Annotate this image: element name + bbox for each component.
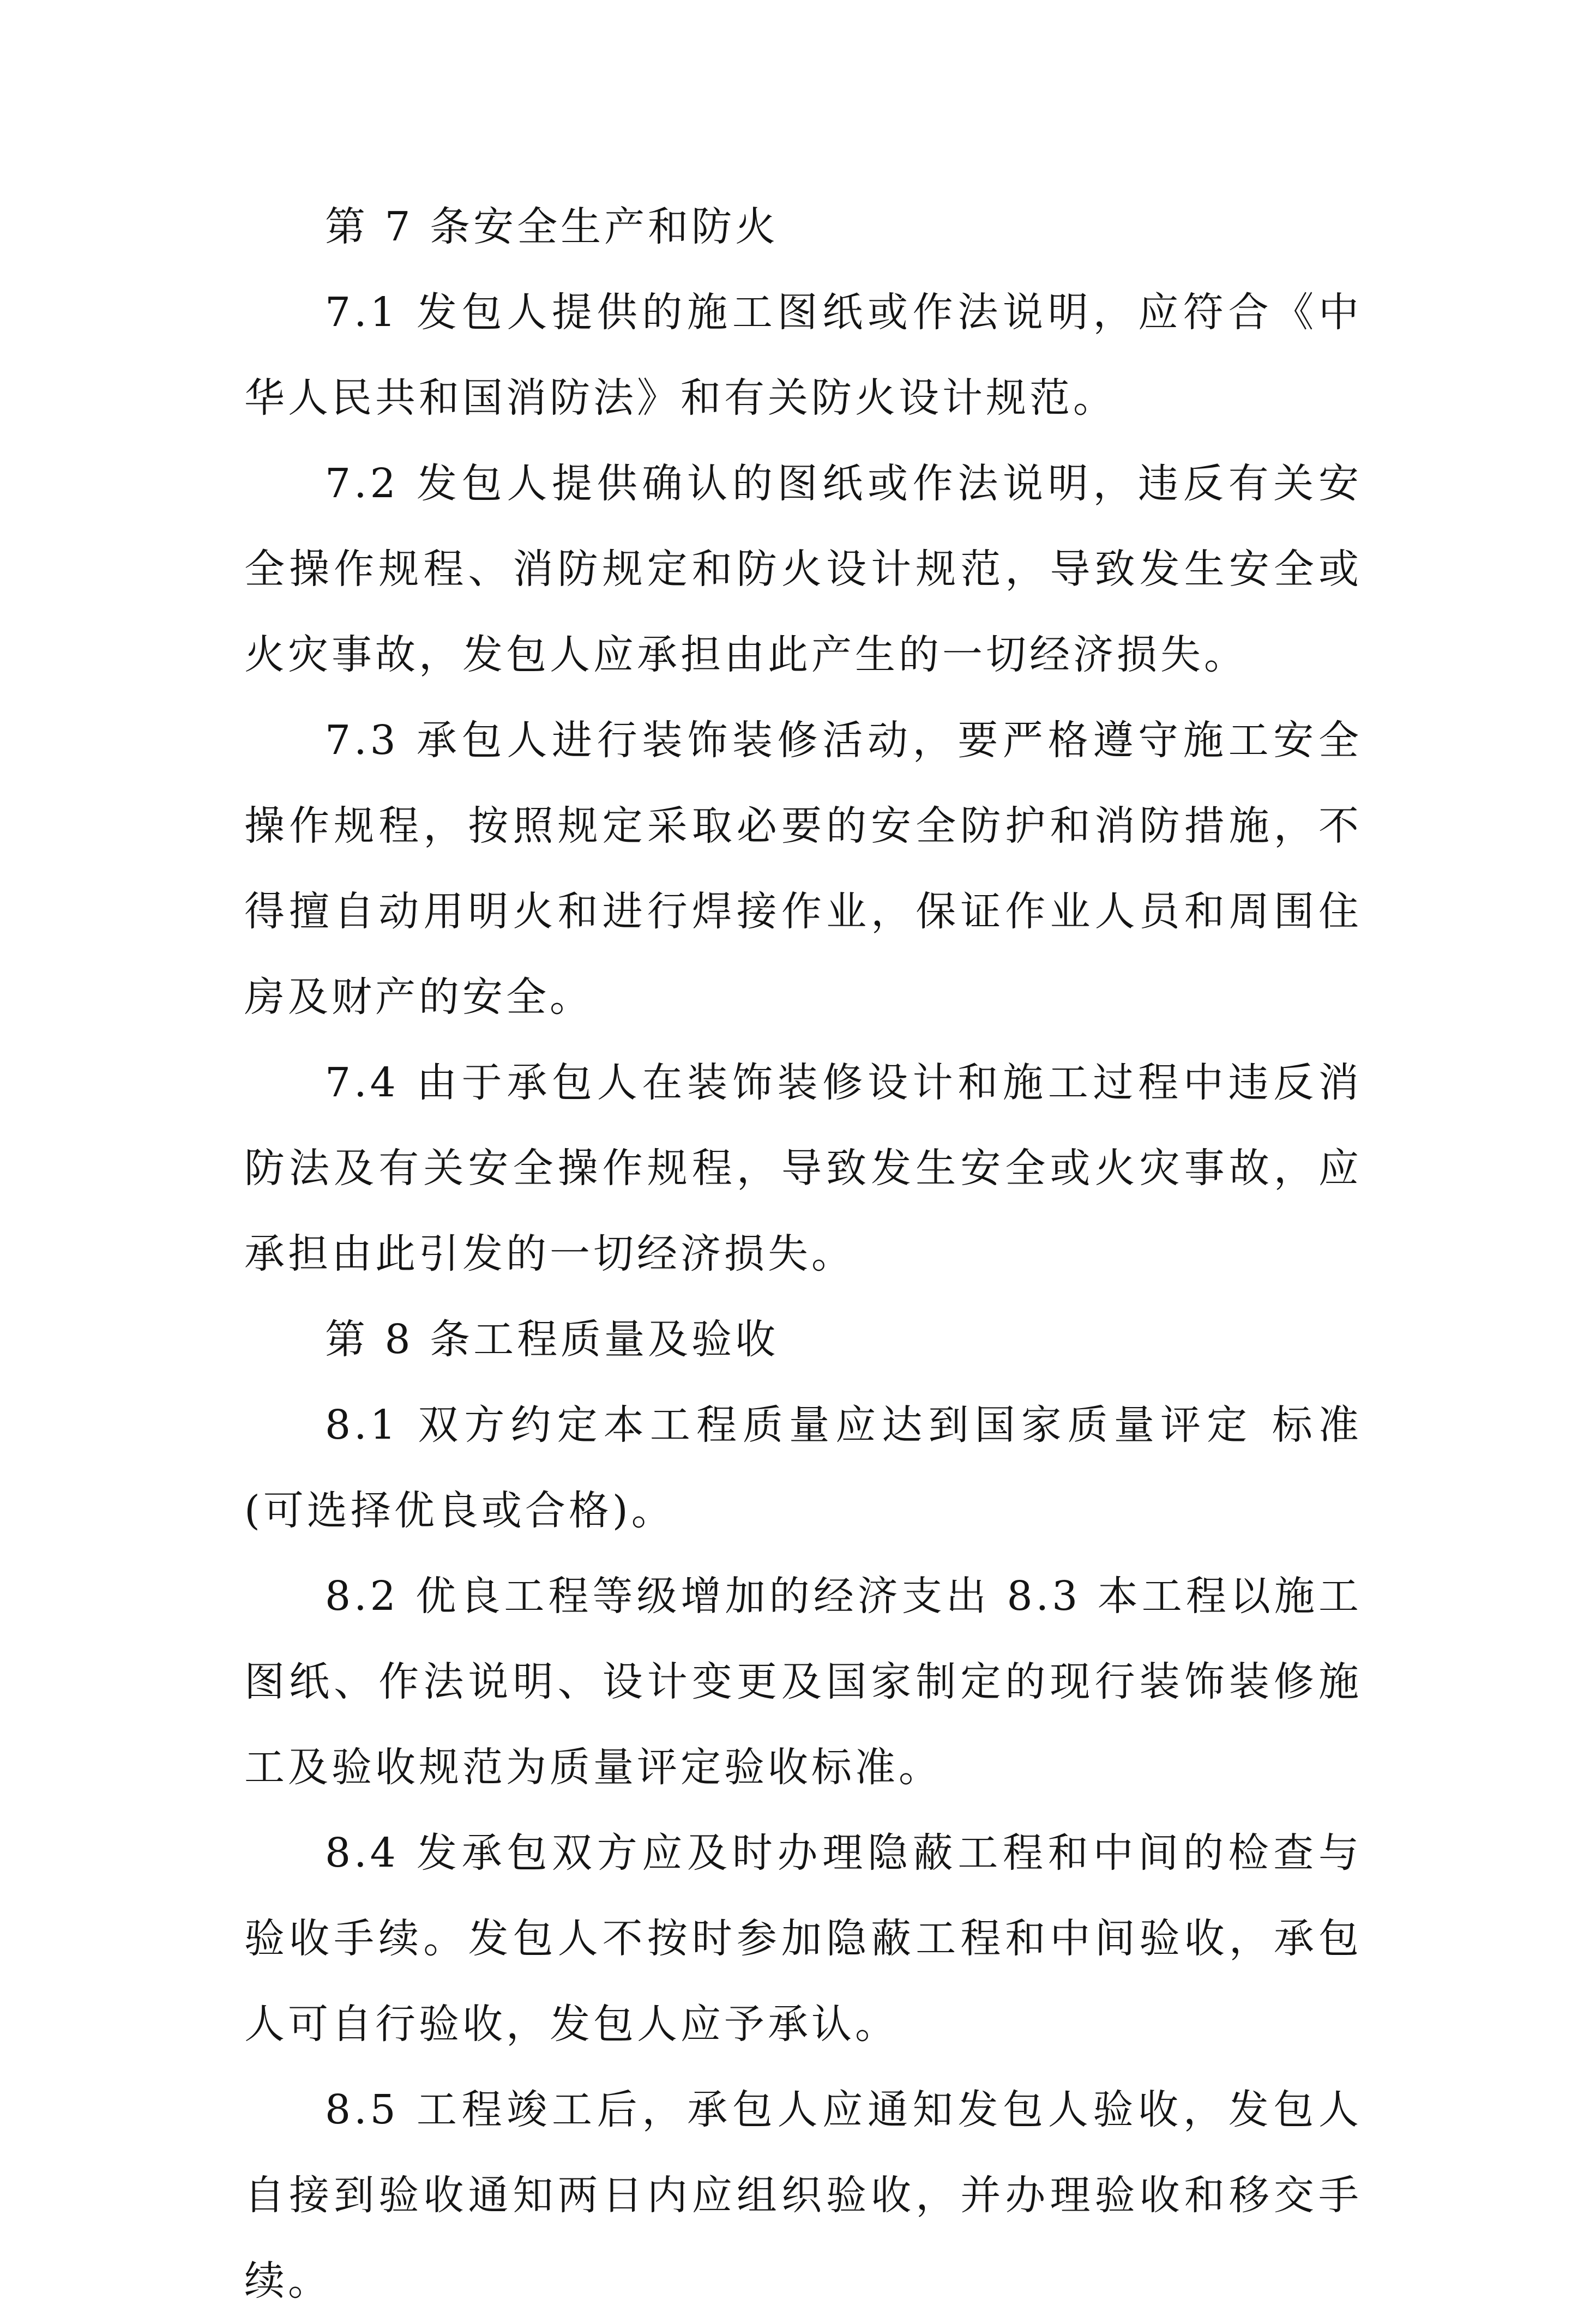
clause-7-2: 7.2 发包人提供确认的图纸或作法说明，违反有关安全操作规程、消防规定和防火设计规范，导致发生安全或火灾事故，发包人应承担由此产生的一切经济损失。: [244, 460, 1362, 678]
clause-8-2: 8.2 优良工程等级增加的经济支出 8.3 本工程以施工图纸、作法说明、设计变更及国家制定的现行装饰装修施工及验收规范为质量评定验收标准。: [244, 1573, 1362, 1791]
clause-8-4: 8.4 发承包双方应及时办理隐蔽工程和中间的检查与验收手续。发包人不按时参加隐蔽工程和中间验收，承包人可自行验收，发包人应予承认。: [244, 1830, 1362, 2048]
section-8-heading: 第 8 条工程质量及验收: [325, 1316, 779, 1363]
clause-8-1: 8.1 双方约定本工程质量应达到国家质量评定 标准(可选择优良或合格)。: [244, 1402, 1362, 1534]
document-body: [244, 184, 1362, 2324]
clause-8-5: 8.5 工程竣工后，承包人应通知发包人验收，发包人自接到验收通知两日内应组织验收，并办理验收和移交手续。: [244, 2086, 1362, 2304]
clause-7-4: 7.4 由于承包人在装饰装修设计和施工过程中违反消防法及有关安全操作规程，导致发生安全或火灾事故，应承担由此引发的一切经济损失。: [244, 1059, 1362, 1277]
clause-7-1: 7.1 发包人提供的施工图纸或作法说明，应符合《中华人民共和国消防法》和有关防火设计规范。: [244, 289, 1362, 421]
section-7-heading: 第 7 条安全生产和防火: [325, 203, 779, 250]
clause-7-3: 7.3 承包人进行装饰装修活动，要严格遵守施工安全操作规程，按照规定采取必要的安全防护和消防措施，不得擅自动用明火和进行焊接作业，保证作业人员和周围住房及财产的安全。: [244, 717, 1362, 1021]
